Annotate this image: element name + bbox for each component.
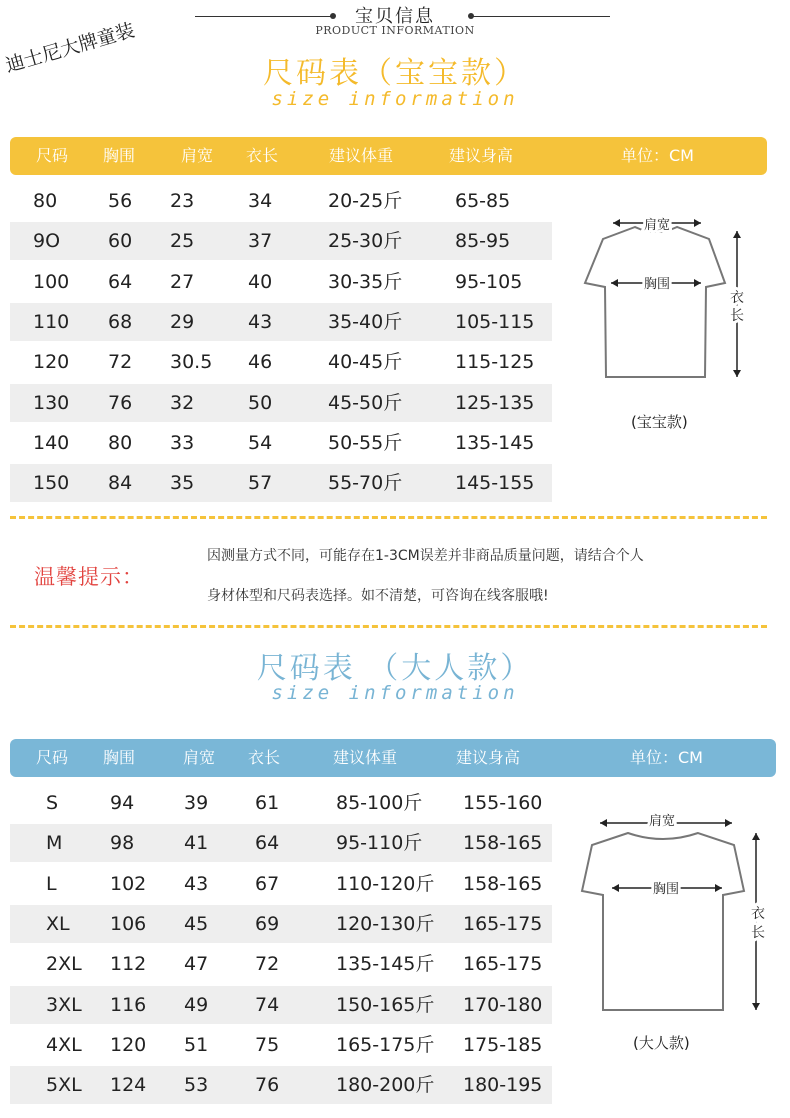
table-cell: 80 (33, 190, 58, 212)
table-cell: 76 (255, 1074, 280, 1097)
adult-size-title: 尺码表 （大人款） (256, 651, 534, 686)
table-cell: L (46, 872, 57, 895)
adult-size-subtitle: size information (271, 682, 519, 704)
table-cell: 100 (33, 270, 70, 293)
col-weight: 建议体重 (333, 748, 398, 767)
baby-diagram-caption: (宝宝款) (631, 413, 688, 431)
table-row (10, 865, 552, 903)
baby-size-title: 尺码表（宝宝款） (263, 56, 527, 91)
table-cell: 95-110斤 (336, 832, 423, 855)
table-cell: 27 (170, 270, 195, 293)
table-cell: XL (46, 912, 70, 935)
table-cell: 61 (255, 792, 280, 814)
col-length: 衣长 (246, 146, 279, 165)
table-cell: 158-165 (463, 832, 543, 855)
header-subtitle: PRODUCT INFORMATION (315, 24, 475, 37)
table-cell: 34 (248, 190, 273, 212)
table-cell: 72 (108, 351, 133, 374)
table-row (10, 905, 552, 943)
table-cell: 33 (170, 431, 195, 454)
diagram-shoulder-label: 肩宽 (648, 814, 676, 829)
table-cell: 115-125 (455, 351, 535, 374)
table-cell: 50 (248, 391, 273, 414)
col-chest: 胸围 (103, 748, 136, 767)
table-cell: 55-70斤 (328, 472, 403, 495)
table-cell: 69 (255, 912, 280, 935)
header-title: 宝贝信息 (355, 6, 435, 27)
table-cell: 50-55斤 (328, 431, 403, 454)
col-height: 建议身高 (456, 748, 521, 767)
table-cell: 49 (184, 993, 209, 1016)
table-cell: 57 (248, 472, 273, 495)
table-cell: 35 (170, 472, 195, 495)
table-cell: 25 (170, 230, 195, 253)
table-row (10, 222, 552, 260)
col-height: 建议身高 (449, 146, 514, 165)
diagram-chest-label: 胸围 (652, 882, 680, 897)
table-cell: 84 (108, 472, 133, 495)
table-cell: 150 (33, 472, 70, 495)
table-cell: 20-25斤 (328, 190, 403, 212)
table-cell: 75 (255, 1033, 280, 1056)
table-cell: 102 (110, 872, 147, 895)
table-cell: 106 (110, 912, 147, 935)
table-cell: 43 (248, 310, 273, 333)
diagram-chest-label: 胸围 (643, 277, 671, 292)
table-cell: 110 (33, 310, 70, 333)
table-row (10, 1066, 552, 1104)
table-cell: 158-165 (463, 872, 543, 895)
table-cell: 150-165斤 (336, 993, 435, 1016)
table-cell: 40 (248, 270, 273, 293)
col-size: 尺码 (36, 146, 69, 165)
table-cell: 60 (108, 230, 133, 253)
table-cell: 94 (110, 792, 135, 814)
table-cell: 40-45斤 (328, 351, 403, 374)
table-cell: 35-40斤 (328, 310, 403, 333)
table-row (10, 1026, 552, 1064)
table-cell: 37 (248, 230, 273, 253)
col-shoulder: 肩宽 (183, 748, 216, 767)
table-row (10, 263, 552, 301)
table-cell: 145-155 (455, 472, 535, 495)
adult-tshirt-diagram (578, 805, 773, 1020)
table-cell: 76 (108, 391, 133, 414)
diagram-length-label-1: 衣 (751, 906, 765, 922)
diagram-length-label-1: 衣 (730, 290, 744, 306)
col-chest: 胸围 (103, 146, 136, 165)
table-row (10, 784, 552, 822)
table-cell: 170-180 (463, 993, 543, 1016)
table-cell: 120 (110, 1033, 147, 1056)
table-cell: 165-175斤 (336, 1033, 435, 1056)
table-cell: 54 (248, 431, 273, 454)
table-cell: 5XL (46, 1074, 82, 1097)
adult-diagram-caption: (大人款) (633, 1034, 690, 1052)
table-cell: 2XL (46, 953, 82, 976)
table-cell: 74 (255, 993, 280, 1016)
table-row (10, 182, 552, 220)
table-cell: 140 (33, 431, 70, 454)
table-cell: 23 (170, 190, 195, 212)
tshirt-outline (585, 227, 725, 377)
table-cell: 72 (255, 953, 280, 976)
table-cell: 65-85 (455, 190, 511, 212)
table-cell: 105-115 (455, 310, 535, 333)
table-cell: 112 (110, 953, 147, 976)
baby-tshirt-diagram (575, 205, 755, 385)
table-cell: 67 (255, 872, 280, 895)
table-cell: 9O (33, 230, 61, 253)
tip-label: 温馨提示： (34, 565, 144, 589)
adult-table-header (10, 739, 776, 777)
table-cell: 46 (248, 351, 273, 374)
table-row (10, 384, 552, 422)
table-cell: 98 (110, 832, 135, 855)
tip-divider-bottom (10, 625, 767, 628)
table-cell: S (46, 792, 59, 814)
col-weight: 建议体重 (329, 146, 394, 165)
table-cell: 43 (184, 872, 209, 895)
table-cell: 53 (184, 1074, 209, 1097)
table-cell: 180-195 (463, 1074, 543, 1097)
table-row (10, 303, 552, 341)
table-cell: 120-130斤 (336, 912, 435, 935)
brand-label: 迪士尼大牌童装 (3, 19, 138, 77)
tip-divider-top (10, 516, 767, 519)
table-cell: 125-135 (455, 391, 535, 414)
table-cell: M (46, 832, 63, 855)
table-cell: 110-120斤 (336, 872, 435, 895)
col-unit: 单位：CM (630, 748, 703, 767)
table-cell: 124 (110, 1074, 147, 1097)
table-cell: 85-100斤 (336, 792, 423, 814)
table-cell: 68 (108, 310, 133, 333)
table-cell: 30.5 (170, 351, 213, 374)
table-cell: 45-50斤 (328, 391, 403, 414)
table-cell: 41 (184, 832, 209, 855)
table-cell: 51 (184, 1033, 209, 1056)
tip-line-1: 因测量方式不同，可能存在1-3CM误差并非商品质量问题，请结合个人 (207, 548, 644, 564)
col-size: 尺码 (36, 748, 69, 767)
table-cell: 80 (108, 431, 133, 454)
table-cell: 130 (33, 391, 70, 414)
diagram-length-label-2: 长 (751, 925, 765, 941)
tshirt-outline (582, 833, 744, 1010)
table-cell: 180-200斤 (336, 1074, 435, 1097)
baby-table-header (10, 137, 767, 175)
table-cell: 116 (110, 993, 147, 1016)
diagram-length-label-2: 长 (730, 308, 744, 324)
table-cell: 64 (108, 270, 133, 293)
table-cell: 4XL (46, 1033, 82, 1056)
col-unit: 单位：CM (621, 146, 694, 165)
baby-size-subtitle: size information (271, 88, 519, 110)
table-cell: 56 (108, 190, 133, 212)
table-cell: 39 (184, 792, 209, 814)
table-cell: 120 (33, 351, 70, 374)
table-cell: 135-145斤 (336, 953, 435, 976)
table-cell: 95-105 (455, 270, 523, 293)
table-cell: 165-175 (463, 912, 543, 935)
table-cell: 32 (170, 391, 195, 414)
diagram-shoulder-label: 肩宽 (643, 218, 671, 233)
table-row (10, 343, 552, 381)
table-cell: 165-175 (463, 953, 543, 976)
tip-line-2: 身材体型和尺码表选择。如不清楚，可咨询在线客服哦! (207, 588, 549, 604)
table-cell: 64 (255, 832, 280, 855)
table-cell: 25-30斤 (328, 230, 403, 253)
table-cell: 30-35斤 (328, 270, 403, 293)
col-shoulder: 肩宽 (181, 146, 214, 165)
table-cell: 45 (184, 912, 209, 935)
col-length: 衣长 (248, 748, 281, 767)
table-cell: 135-145 (455, 431, 535, 454)
table-row (10, 824, 552, 862)
table-cell: 47 (184, 953, 209, 976)
table-row (10, 424, 552, 462)
table-cell: 85-95 (455, 230, 511, 253)
table-row (10, 945, 552, 983)
table-cell: 3XL (46, 993, 82, 1016)
table-row (10, 464, 552, 502)
table-cell: 175-185 (463, 1033, 543, 1056)
table-row (10, 986, 552, 1024)
table-cell: 29 (170, 310, 195, 333)
table-cell: 155-160 (463, 792, 543, 814)
